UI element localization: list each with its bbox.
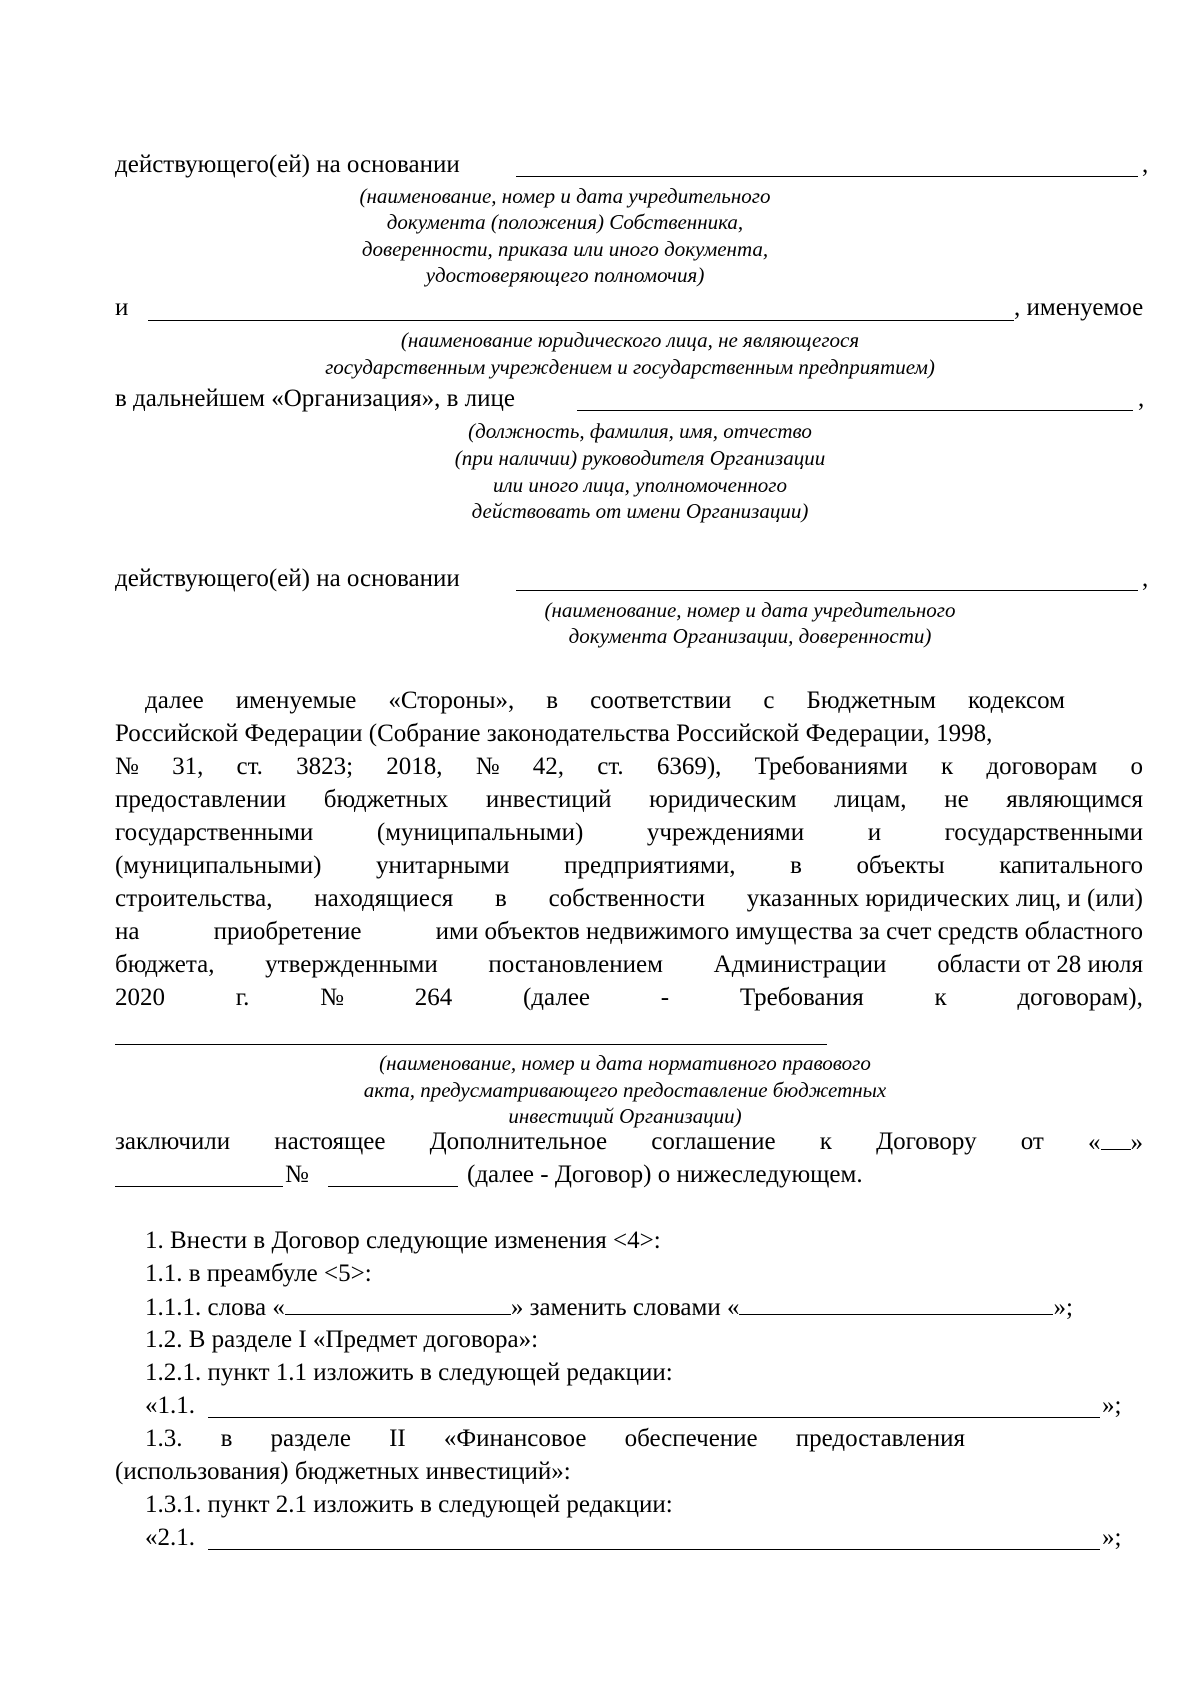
comma: , — [1142, 565, 1149, 592]
caption-line: государственным учреждением и государственным предприятием) — [325, 355, 935, 379]
caption-line: (наименование, номер и дата нормативного правового — [379, 1051, 871, 1075]
para-line: предоставлении бюджетных инвестиций юридическим лицам, не являющимся — [115, 786, 1143, 813]
organization-name-field[interactable] — [148, 320, 1014, 321]
caption-line: (при наличии) руководителя Организации — [454, 446, 826, 470]
contract-number-field[interactable] — [328, 1186, 458, 1187]
caption-line: акта, предусматривающего предоставление бюджетных — [363, 1078, 887, 1102]
para-line: строительства, находящиеся в собственности указанных юридических лиц, и (или) — [115, 885, 1143, 912]
para-line: далее именуемые «Стороны», в соответствии с Бюджетным кодексом — [145, 687, 1065, 714]
item-1-3-line2: (использования) бюджетных инвестиций»: — [115, 1458, 571, 1485]
para-line: Российской Федерации (Собрание законодательства Российской Федерации, 1998, — [115, 720, 993, 747]
quote-2-1-label: «2.1. — [145, 1524, 195, 1551]
clause-1-1-field[interactable] — [208, 1417, 1100, 1418]
caption-line: документа Организации, доверенности) — [568, 624, 932, 648]
basis-line-organization: действующего(ей) на основании — [115, 565, 460, 592]
day-field[interactable] — [1101, 1127, 1131, 1150]
quote-close: »; — [1102, 1524, 1122, 1551]
and-label: и — [115, 294, 129, 321]
caption-line: или иного лица, уполномоченного — [493, 473, 787, 497]
old-words-field[interactable] — [285, 1292, 511, 1315]
para-line: бюджета, утвержденными постановлением Администрации области от 28 июля — [115, 951, 1143, 978]
para-line: 2020 г. № 264 (далее - Требования к договорам), — [115, 984, 1143, 1011]
caption-line: действовать от имени Организации) — [471, 499, 809, 523]
representative-field[interactable] — [577, 410, 1133, 411]
basis-owner-field[interactable] — [516, 176, 1138, 177]
item-1-3-1: 1.3.1. пункт 2.1 изложить в следующей редакции: — [145, 1491, 673, 1518]
quote-close: »; — [1102, 1392, 1122, 1419]
caption-line: (наименование юридического лица, не являющегося — [400, 328, 860, 352]
caption-line: документа (положения) Собственника, — [386, 210, 744, 234]
para-line: государственными (муниципальными) учреждениями и государственными — [115, 819, 1143, 846]
normative-act-field[interactable] — [115, 1044, 827, 1045]
basis-label: действующего(ей) на основании — [115, 151, 460, 178]
basis-line-owner — [115, 150, 460, 180]
item-1-1: 1.1. в преамбуле <5>: — [145, 1260, 372, 1287]
para-line: № 31, ст. 3823; 2018, № 42, ст. 6369), Требованиями к договорам о — [115, 753, 1143, 780]
caption-line: (наименование, номер и дата учредительного — [544, 598, 956, 622]
caption-line: (должность, фамилия, имя, отчество — [468, 419, 812, 443]
concluded-tail: (далее - Договор) о нижеследующем. — [467, 1161, 863, 1188]
caption-line: удостоверяющего полномочия) — [425, 263, 705, 287]
comma: , — [1142, 151, 1149, 178]
number-sign: № — [285, 1161, 309, 1188]
contract-date-field[interactable] — [115, 1186, 283, 1187]
item-1-1-1: 1.1.1. слова « » заменить словами « »; — [145, 1294, 1073, 1321]
caption-line: доверенности, приказа или иного документа, — [361, 237, 769, 261]
named-label: , именуемое — [1014, 294, 1144, 321]
comma: , — [1138, 385, 1145, 412]
caption-line: (наименование, номер и дата учредительного — [359, 184, 771, 208]
item-1: 1. Внести в Договор следующие изменения <4>: — [145, 1227, 661, 1254]
item-1-3: 1.3. в разделе II «Финансовое обеспечение предоставления — [145, 1425, 965, 1452]
para-line: на приобретение ими объектов недвижимого имущества за счет средств областного — [115, 918, 1143, 945]
item-1-2-1: 1.2.1. пункт 1.1 изложить в следующей редакции: — [145, 1359, 673, 1386]
new-words-field[interactable] — [739, 1292, 1053, 1315]
item-1-2: 1.2. В разделе I «Предмет договора»: — [145, 1326, 539, 1353]
caption-line: инвестиций Организации) — [508, 1104, 742, 1128]
para-line: (муниципальными) унитарными предприятиями, в объекты капитального — [115, 852, 1143, 879]
clause-2-1-field[interactable] — [208, 1549, 1100, 1550]
concluded-line: заключили настоящее Дополнительное соглашение к Договору от « » — [115, 1128, 1143, 1156]
quote-1-1-label: «1.1. — [145, 1392, 195, 1419]
represented-by-label: в дальнейшем «Организация», в лице — [115, 385, 516, 412]
basis-organization-field[interactable] — [516, 590, 1138, 591]
